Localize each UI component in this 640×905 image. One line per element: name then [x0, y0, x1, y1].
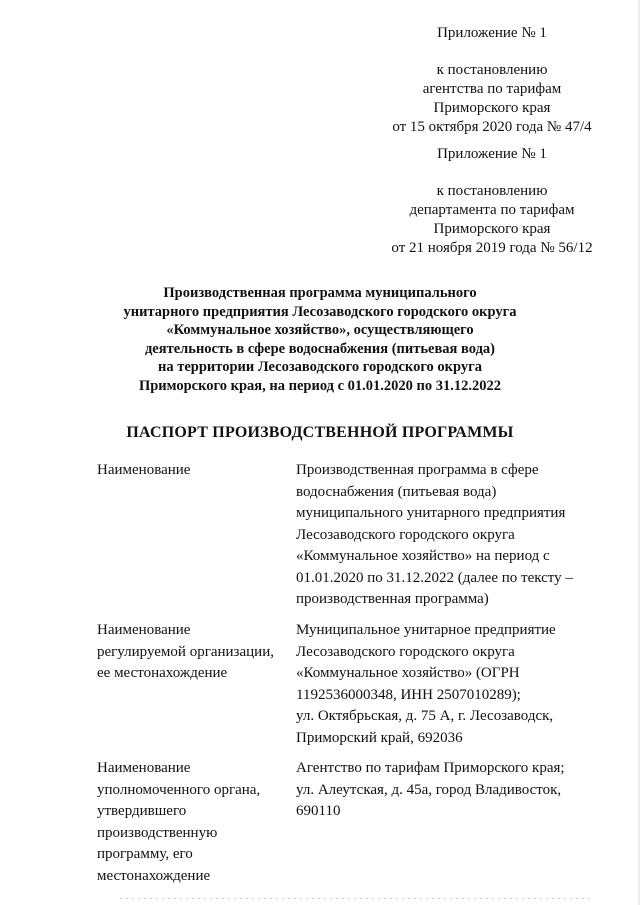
- value-line: 690110: [296, 803, 341, 819]
- current-appendix-title: Приложение № 1: [437, 25, 547, 41]
- title-line: унитарного предприятия Лесозаводского городского округа: [123, 303, 517, 320]
- label-line: ее местонахождение: [97, 665, 228, 681]
- label-line: утвердившего: [97, 803, 187, 819]
- title-line: деятельность в сфере водоснабжения (питьевая вода): [144, 340, 496, 357]
- previous-appendix-line: к постановлению: [436, 183, 548, 199]
- value-line: муниципального унитарного предприятия: [296, 505, 566, 521]
- passport-row-label: [97, 620, 287, 685]
- value-line: 1192536000348, ИНН 2507010289);: [296, 686, 521, 703]
- value-line: водоснабжения (питьевая вода): [296, 483, 497, 500]
- value-line: ул. Октябрьская, д. 75 А, г. Лесозаводск,: [296, 708, 554, 724]
- passport-row-value: [296, 620, 626, 749]
- previous-appendix-block: [378, 145, 606, 258]
- title-line: Производственная программа муниципального: [163, 285, 477, 301]
- value-line: Муниципальное унитарное предприятие: [296, 622, 556, 638]
- previous-appendix-line: департамента по тарифам: [409, 202, 575, 218]
- label-line: программу, его: [97, 846, 193, 862]
- current-appendix-line: к постановлению: [436, 62, 548, 78]
- value-line: ул. Алеутская, д. 45а, город Владивосток,: [296, 781, 562, 798]
- previous-appendix-line: Приморского края: [433, 221, 551, 237]
- label-line: Наименование: [97, 462, 191, 478]
- value-line: Производственная программа в сфере: [296, 462, 539, 478]
- current-appendix-line: от 15 октября 2020 года № 47/4: [392, 119, 592, 135]
- previous-appendix-title: Приложение № 1: [437, 146, 547, 162]
- label-line: Наименование: [97, 760, 191, 776]
- label-line: регулируемой организации,: [97, 643, 274, 660]
- value-line: Лесозаводского городского округа: [296, 643, 515, 660]
- passport-row-value: [296, 460, 626, 611]
- current-appendix-line: Приморского края: [433, 100, 551, 116]
- scan-artifact-line: [120, 898, 590, 899]
- current-appendix-block: [378, 24, 606, 137]
- value-line: «Коммунальное хозяйство» (ОГРН: [296, 665, 520, 681]
- passport-row-label: [97, 758, 287, 887]
- value-line: Лесозаводского городского округа: [296, 526, 515, 543]
- label-line: уполномоченного органа,: [97, 781, 261, 798]
- value-line: Агентство по тарифам Приморского края;: [296, 760, 565, 776]
- passport-row-value: [296, 758, 626, 823]
- passport-row-label: [97, 460, 287, 482]
- passport-heading: ПАСПОРТ ПРОИЗВОДСТВЕННОЙ ПРОГРАММЫ: [126, 424, 514, 441]
- document-title: [0, 284, 640, 395]
- value-line: производственная программа): [296, 591, 489, 607]
- label-line: местонахождение: [97, 867, 211, 884]
- value-line: 01.01.2020 по 31.12.2022 (далее по тексту –: [296, 569, 573, 586]
- title-line: Приморского края, на период с 01.01.2020 по 31.12.2022: [138, 377, 502, 394]
- label-line: Наименование: [97, 622, 191, 638]
- value-line: «Коммунальное хозяйство» на период с: [296, 548, 550, 564]
- previous-appendix-line: от 21 ноября 2019 года № 56/12: [391, 240, 593, 256]
- title-line: «Коммунальное хозяйство», осуществляющего: [166, 322, 474, 338]
- label-line: производственную: [97, 824, 218, 841]
- value-line: Приморский край, 692036: [296, 729, 463, 746]
- current-appendix-line: агентства по тарифам: [422, 81, 562, 97]
- title-line: на территории Лесозаводского городского округа: [158, 359, 482, 375]
